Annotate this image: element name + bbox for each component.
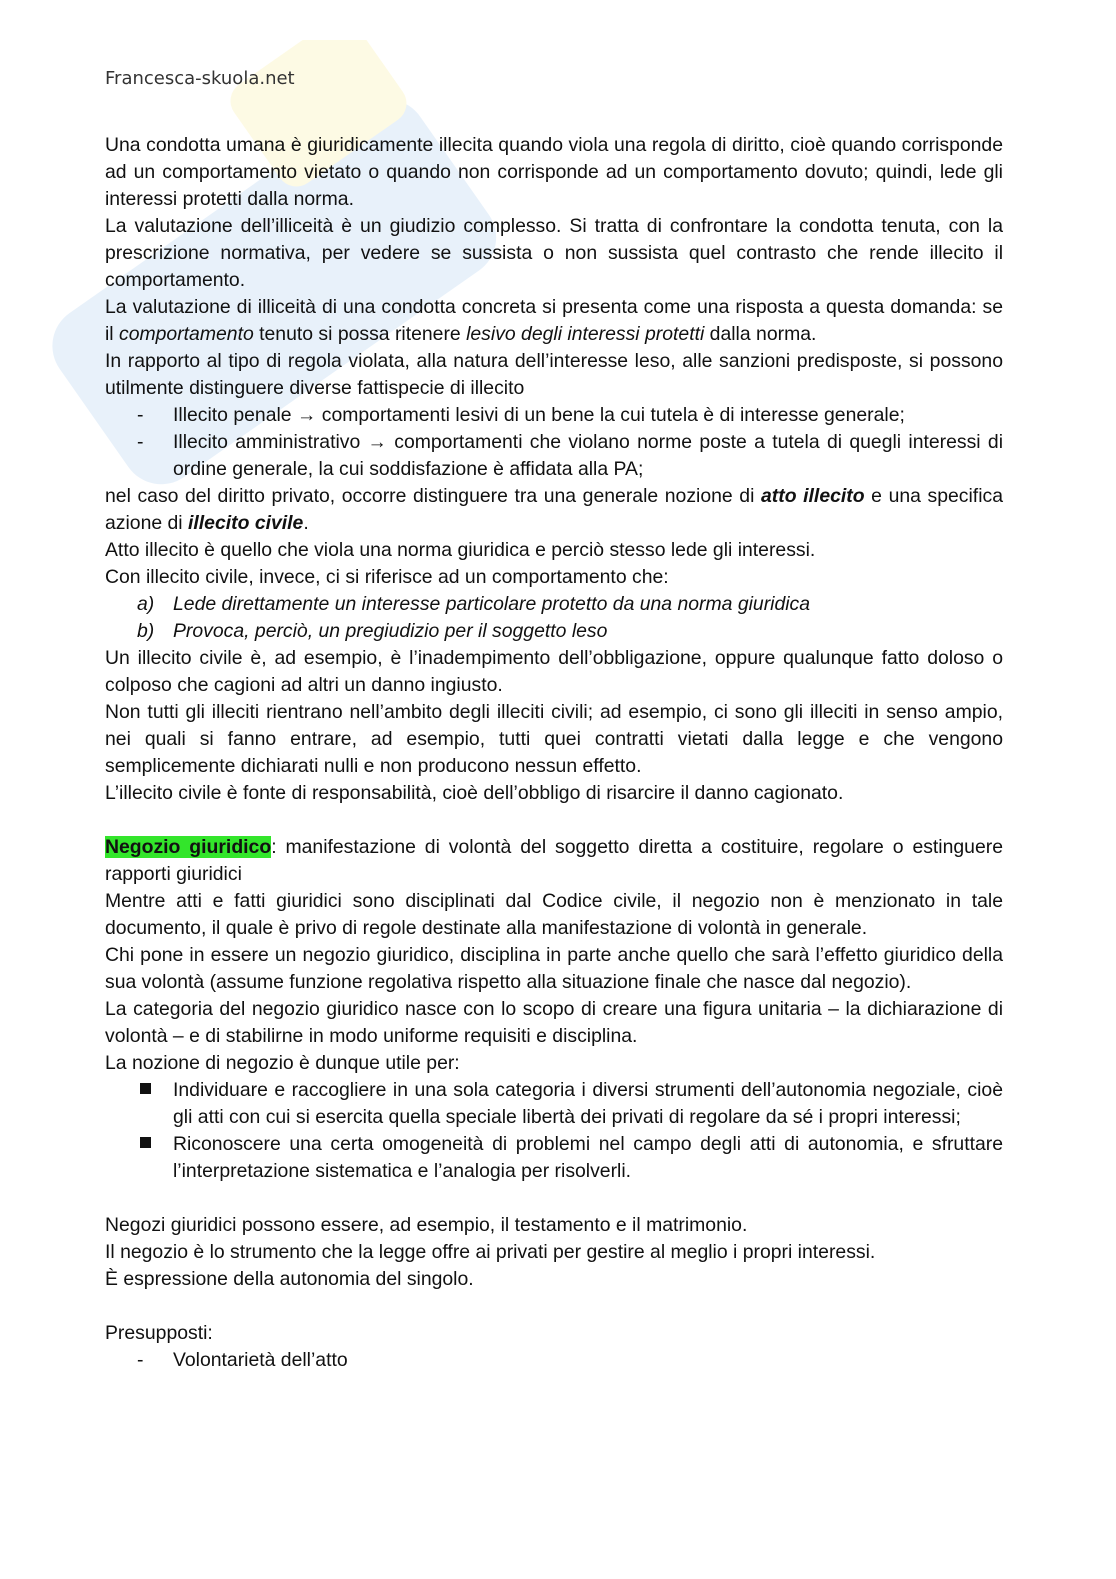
paragraph: nel caso del diritto privato, occorre distinguere tra una generale nozione di atto illecito e una specifica azione di illecito civile. (105, 485, 1003, 534)
highlighted-term: Negozio giuridico (105, 836, 272, 858)
paragraph: Chi pone in essere un negozio giuridico, disciplina in parte anche quello che sarà l’effetto giuridico della sua volontà (assume funzione regolativa rispetto alla situazione finale che nasce dal negozio). (105, 944, 1003, 993)
square-bullet-icon (105, 1131, 173, 1185)
list-item: - Volontarietà dell’atto (105, 1347, 1003, 1374)
list-item: b) Provoca, perciò, un pregiudizio per il soggetto leso (105, 618, 1003, 645)
list-item: Riconoscere una certa omogeneità di problemi nel campo degli atti di autonomia, e sfruttare l’interpretazione sistematica e l’analogia per risolverli. (105, 1131, 1003, 1185)
paragraph: Una condotta umana è giuridicamente illecita quando viola una regola di diritto, cioè quando corrisponde ad un comportamento vietato o quando non corrisponde ad un comportamento dovuto; quindi, lede gli interessi protetti dalla norma. (105, 134, 1003, 210)
paragraph: È espressione della autonomia del singolo. (105, 1268, 474, 1290)
paragraph: Non tutti gli illeciti rientrano nell’ambito degli illeciti civili; ad esempio, ci sono gli illeciti in senso ampio, nei quali si fanno entrare, ad esempio, tutti quei contratti vietati dalla legge e che vengono semplicemente dichiarati nulli e non producono nessun effetto. (105, 701, 1003, 777)
list-item: Individuare e raccogliere in una sola categoria i diversi strumenti dell’autonomia negoziale, cioè gli atti con cui si esercita quella speciale libertà dei privati di regolare da sé i propri interessi; (105, 1077, 1003, 1131)
letter-marker: a) (137, 593, 155, 615)
paragraph: La nozione di negozio è dunque utile per: (105, 1052, 460, 1074)
paragraph: Mentre atti e fatti giuridici sono disciplinati dal Codice civile, il negozio non è menzionato in tale documento, il quale è privo di regole destinate alla manifestazione di volontà in generale. (105, 890, 1003, 939)
list-item: - Illecito penale → comportamenti lesivi di un bene la cui tutela è di interesse generale; (105, 402, 1003, 429)
paragraph: In rapporto al tipo di regola violata, alla natura dell’interesse leso, alle sanzioni predisposte, si possono utilmente distinguere diverse fattispecie di illecito (105, 350, 1003, 399)
dash-bullet: - (137, 1349, 144, 1371)
site-header: Francesca-skuola.net (105, 68, 295, 89)
paragraph: La categoria del negozio giuridico nasce con lo scopo di creare una figura unitaria – la dichiarazione di volontà – e di stabilirne in modo uniforme requisiti e disciplina. (105, 998, 1003, 1047)
dash-bullet: - (137, 431, 144, 453)
paragraph: La valutazione di illiceità di una condotta concreta si presenta come una risposta a questa domanda: se il comportamento tenuto si possa ritenere lesivo degli interessi protetti dalla norma. (105, 296, 1003, 345)
paragraph: Il negozio è lo strumento che la legge offre ai privati per gestire al meglio i propri interessi. (105, 1241, 876, 1263)
list-item: - Illecito amministrativo → comportamenti che violano norme poste a tutela di quegli interessi di ordine generale, la cui soddisfazione è affidata alla PA; (105, 429, 1003, 483)
definition-paragraph: Negozio giuridico: manifestazione di volontà del soggetto diretta a costituire, regolare o estinguere rapporti giuridici (105, 836, 1003, 885)
letter-marker: b) (137, 620, 155, 642)
dash-bullet: - (137, 404, 144, 426)
section-label: Presupposti: (105, 1322, 213, 1344)
square-bullet-icon (105, 1077, 173, 1131)
document-body (105, 132, 1003, 1374)
paragraph: L’illecito civile è fonte di responsabilità, cioè dell’obbligo di risarcire il danno cagionato. (105, 782, 844, 804)
paragraph: La valutazione dell’illiceità è un giudizio complesso. Si tratta di confrontare la condotta tenuta, con la prescrizione normativa, per vedere se sussista o non sussista quel contrasto che rende illecito il comportamento. (105, 215, 1003, 291)
list-item: a) Lede direttamente un interesse particolare protetto da una norma giuridica (105, 591, 1003, 618)
paragraph: Un illecito civile è, ad esempio, è l’inadempimento dell’obbligazione, oppure qualunque fatto doloso o colposo che cagioni ad altri un danno ingiusto. (105, 647, 1003, 696)
paragraph: Atto illecito è quello che viola una norma giuridica e perciò stesso lede gli interessi. (105, 539, 816, 561)
paragraph: Negozi giuridici possono essere, ad esempio, il testamento e il matrimonio. (105, 1214, 748, 1236)
paragraph: Con illecito civile, invece, ci si riferisce ad un comportamento che: (105, 566, 669, 588)
